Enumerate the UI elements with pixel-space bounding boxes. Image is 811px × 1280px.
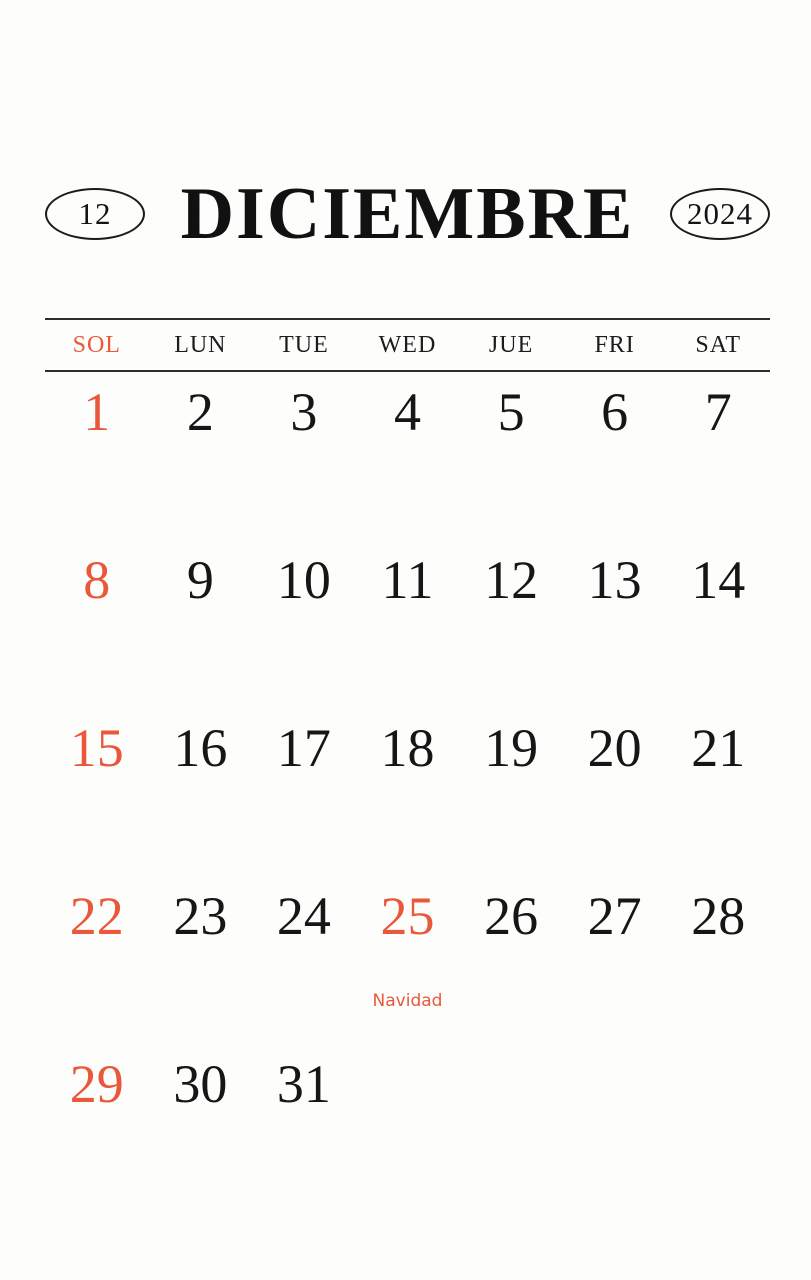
empty-day-cell [563, 1046, 667, 1214]
day-number: 20 [587, 718, 642, 778]
day-number: 21 [691, 718, 746, 778]
day-cell-27 [563, 878, 667, 1046]
day-number: 19 [484, 718, 539, 778]
day-cell-20 [563, 710, 667, 878]
day-number: 12 [484, 550, 539, 610]
day-number: 30 [173, 1054, 228, 1114]
day-number: 14 [691, 550, 746, 610]
day-cell-12 [459, 542, 563, 710]
day-number: 7 [704, 382, 732, 442]
day-cell-9 [149, 542, 253, 710]
day-number: 11 [381, 550, 434, 610]
day-number: 24 [276, 886, 331, 946]
month-number-badge [45, 188, 145, 240]
day-cell-31 [252, 1046, 356, 1214]
day-cell-3 [252, 374, 356, 542]
day-number: 9 [186, 550, 214, 610]
day-number: 3 [290, 382, 318, 442]
month-number-label: 12 [78, 196, 112, 231]
day-cell-17 [252, 710, 356, 878]
empty-day-cell [666, 1046, 770, 1214]
day-cell-8 [45, 542, 149, 710]
day-cell-28 [666, 878, 770, 1046]
day-number: 23 [173, 886, 228, 946]
weekday-label-jue: JUE [488, 331, 534, 358]
weekday-label-lun: LUN [174, 331, 227, 358]
day-number: 25 [380, 886, 435, 946]
weekday-header-row [45, 318, 770, 372]
day-number: 29 [69, 1054, 124, 1114]
day-cell-14 [666, 542, 770, 710]
day-cell-24 [252, 878, 356, 1046]
day-number: 5 [497, 382, 525, 442]
day-cell-5 [459, 374, 563, 542]
day-number: 17 [276, 718, 331, 778]
empty-day-cell [356, 1046, 460, 1214]
day-number: 4 [393, 382, 421, 442]
day-cell-19 [459, 710, 563, 878]
weekday-label-sol: SOL [72, 331, 121, 358]
day-cell-23 [149, 878, 253, 1046]
day-cell-1 [45, 374, 149, 542]
month-title: DICIEMBRE [180, 173, 635, 255]
day-cell-6 [563, 374, 667, 542]
day-cell-26 [459, 878, 563, 1046]
day-number: 10 [276, 550, 331, 610]
day-number: 28 [691, 886, 746, 946]
day-cell-29 [45, 1046, 149, 1214]
day-cell-22 [45, 878, 149, 1046]
day-number: 2 [186, 382, 214, 442]
calendar-header [45, 173, 770, 255]
day-cell-7 [666, 374, 770, 542]
day-number: 27 [587, 886, 642, 946]
day-cell-21 [666, 710, 770, 878]
day-cell-2 [149, 374, 253, 542]
day-cell-18 [356, 710, 460, 878]
day-number: 31 [276, 1054, 331, 1114]
weekday-label-sat: SAT [695, 331, 742, 358]
year-badge [670, 188, 770, 240]
weekday-label-fri: FRI [594, 331, 635, 358]
day-cell-11 [356, 542, 460, 710]
day-cell-15 [45, 710, 149, 878]
day-cell-13 [563, 542, 667, 710]
day-number: 8 [83, 550, 111, 610]
day-number: 22 [69, 886, 124, 946]
day-number: 1 [83, 382, 111, 442]
day-number: 6 [601, 382, 629, 442]
day-cell-4 [356, 374, 460, 542]
day-number: 26 [484, 886, 539, 946]
day-number: 13 [587, 550, 642, 610]
day-cell-10 [252, 542, 356, 710]
day-cell-25 [356, 878, 460, 1046]
day-cell-30 [149, 1046, 253, 1214]
day-number: 15 [69, 718, 124, 778]
day-number: 18 [380, 718, 435, 778]
weekday-label-tue: TUE [279, 331, 329, 358]
year-label: 2024 [687, 196, 753, 231]
day-event-label: Navidad [372, 991, 443, 1011]
day-number: 16 [173, 718, 228, 778]
weekday-label-wed: WED [378, 331, 437, 358]
empty-day-cell [459, 1046, 563, 1214]
calendar-grid [45, 374, 770, 1214]
day-cell-16 [149, 710, 253, 878]
